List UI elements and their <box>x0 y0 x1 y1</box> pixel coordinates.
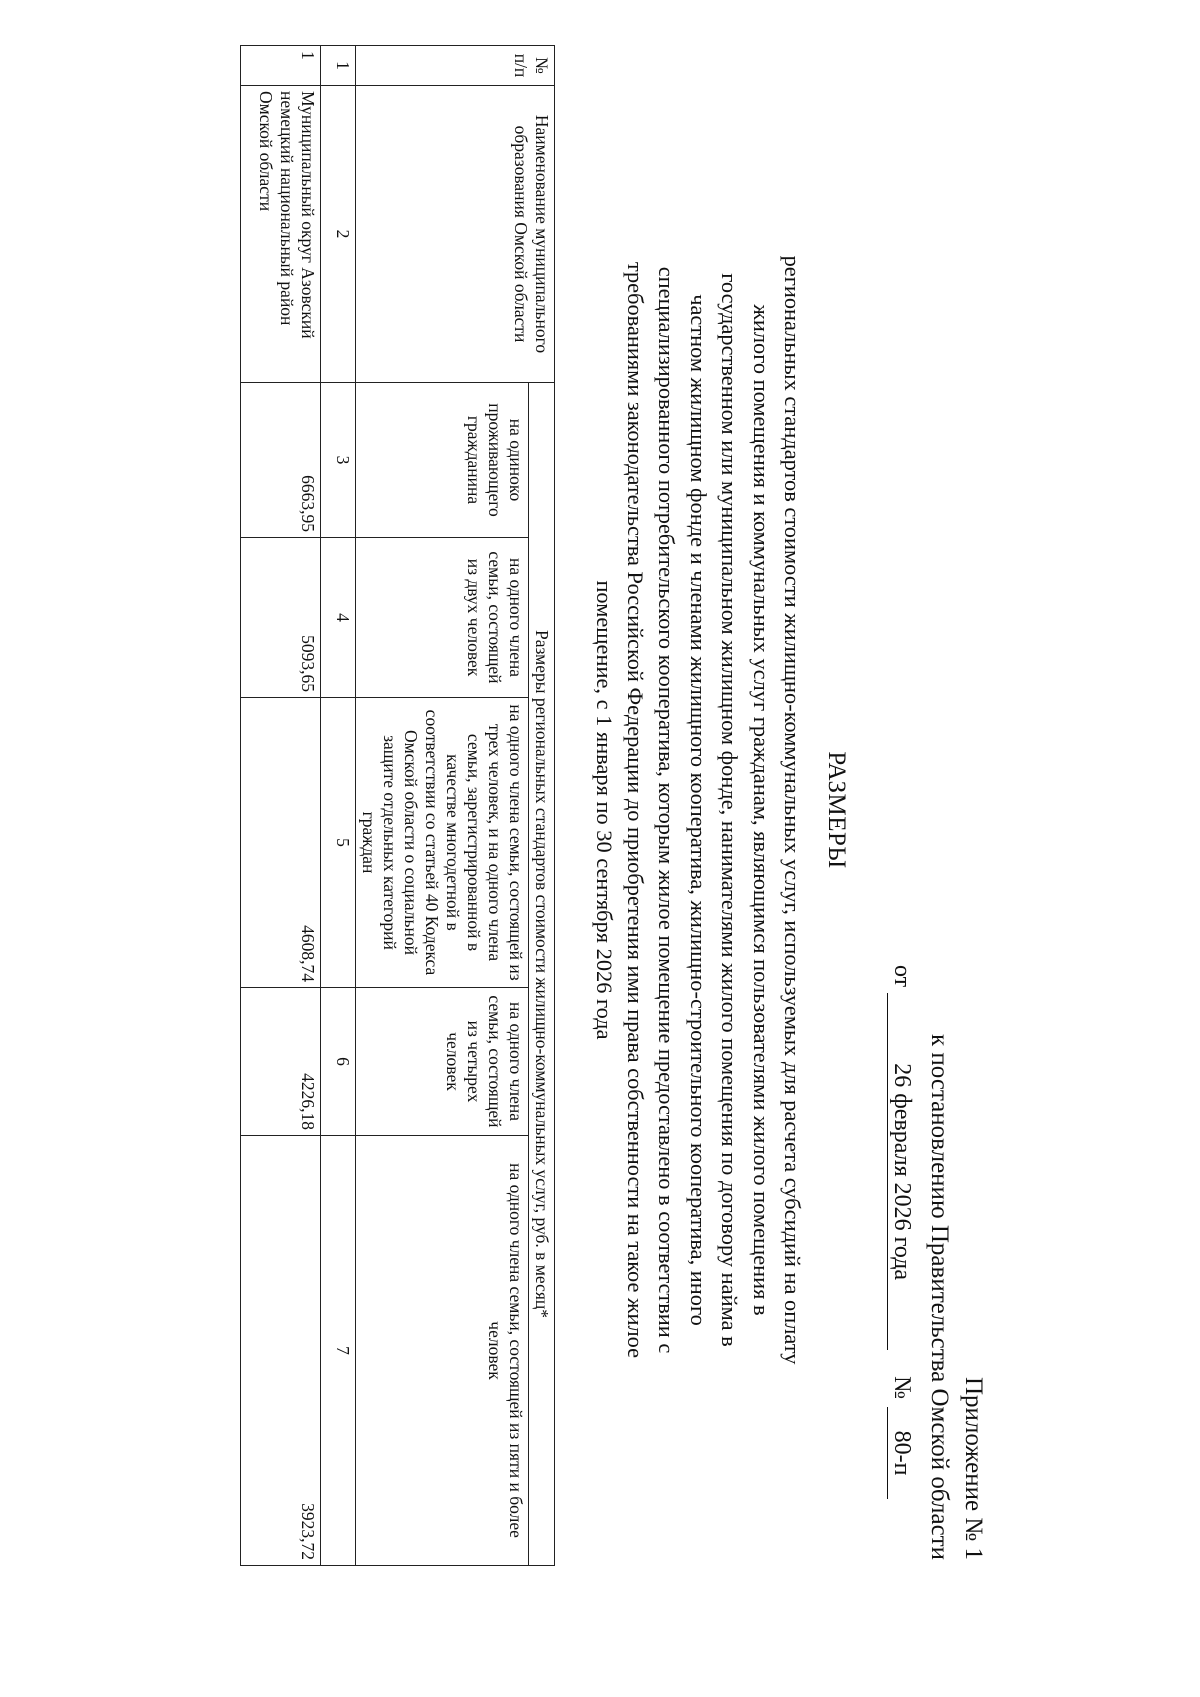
row-municipality: Муниципальный округ Азовский немецкий национальный район Омской области <box>241 86 321 383</box>
document-title: РАЗМЕРЫ <box>823 751 850 869</box>
header-five: на одного члена семьи, состоящей из пяти и более человек <box>356 1136 529 1566</box>
row-value-single: 6663,95 <box>241 383 321 538</box>
table-row <box>241 46 321 1566</box>
header-row-1 <box>529 46 555 1566</box>
decree-number: 80-п <box>887 1407 915 1499</box>
header-three: на одного члена семьи, состоящей из трех человек, и на одного члена семьи, зарегистрированной в качестве многодетной в соответствии со статьей 40 Кодекса Омской области о социальной защите отдельных категорий граждан <box>356 698 529 988</box>
header-single: на одиноко проживающего гражданина <box>356 383 529 538</box>
number-prefix: № <box>889 1376 915 1400</box>
subtitle-line: жилого помещения и коммунальных услуг гражданам, являющимся пользователями жилого помещения в <box>748 304 774 1316</box>
header-group: Размеры региональных стандартов стоимости жилищно-коммунальных услуг, руб. в месяц* <box>529 383 555 1566</box>
header-num: № п/п <box>356 46 555 86</box>
appendix-decree: к постановлению Правительства Омской области <box>926 1033 953 1560</box>
column-number-row <box>321 46 356 1566</box>
row-value-five: 3923,72 <box>241 1136 321 1566</box>
row-value-four: 4226,18 <box>241 988 321 1136</box>
header-name: Наименование муниципального образования Омской области <box>356 86 555 383</box>
subtitle-line: помещение, с 1 января по 30 сентября 2026 года <box>591 580 617 1040</box>
row-num: 1 <box>241 46 321 86</box>
decree-date: 26 февраля 2026 года <box>887 993 915 1350</box>
row-value-two: 5093,65 <box>241 538 321 698</box>
subtitle-line: специализированного потребительского кооператива, которым жилое помещение предоставлено в соответствии с <box>654 266 680 1354</box>
column-number: 1 <box>321 46 356 86</box>
column-number: 6 <box>321 988 356 1136</box>
header-two: на одного члена семьи, состоящей из двух человек <box>356 538 529 698</box>
document-subtitle <box>588 45 808 1575</box>
appendix-header <box>922 45 990 1560</box>
column-number: 4 <box>321 538 356 698</box>
column-number: 5 <box>321 698 356 988</box>
decree-date-line <box>887 965 915 1565</box>
header-four: на одного члена семьи, состоящей из четырех человек <box>356 988 529 1136</box>
subtitle-line: региональных стандартов стоимости жилищно-коммунальных услуг, используемых для расчета субсидий на оплату <box>780 255 805 1365</box>
subtitle-line: частном жилищном фонде и членами жилищного кооператива, жилищно-строительного кооператива, иного <box>685 294 711 1326</box>
date-prefix: от <box>889 965 915 988</box>
appendix-number: Приложение № 1 <box>960 1376 987 1560</box>
rotated-page <box>0 45 1000 1575</box>
rates-table <box>240 45 555 1566</box>
column-number: 3 <box>321 383 356 538</box>
subtitle-line: государственном или муниципальном жилищном фонде, нанимателями жилого помещения по договору найма в <box>717 273 743 1347</box>
subtitle-line: требованиями законодательства Российской Федерации до приобретения ими права собственности на такое жилое <box>622 261 648 1359</box>
column-number: 2 <box>321 86 356 383</box>
row-value-three: 4608,74 <box>241 698 321 988</box>
column-number: 7 <box>321 1136 356 1566</box>
